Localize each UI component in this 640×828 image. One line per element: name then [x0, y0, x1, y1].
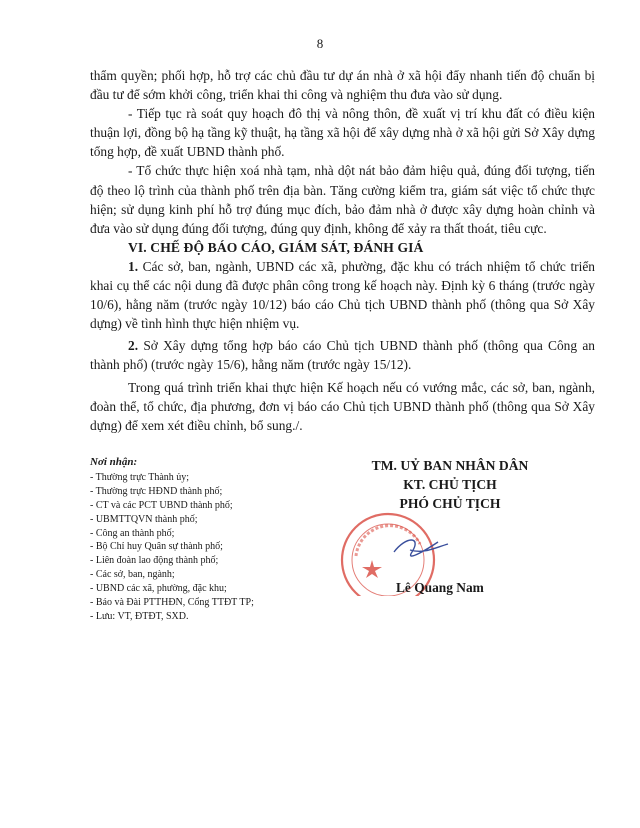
- paragraph-reporting-1-text: Các sở, ban, ngành, UBND các xã, phường, đặc khu có trách nhiệm tổ chức triển khai cụ thể các nội dung đã được phân công trong kế hoạch này. Định kỳ 6 tháng (trước ngày 10/6), hằng năm (trước ngày 10/12) báo cáo Chủ tịch UBND thành phố (thông qua Sở Xây dựng) về tình hình thực hiện nhiệm vụ.: [90, 258, 595, 332]
- signature-authority: TM. UỶ BAN NHÂN DÂN: [371, 458, 529, 473]
- document-body: [90, 66, 595, 435]
- page-number: 8: [316, 36, 324, 51]
- signature-on-behalf: KT. CHỦ TỊCH: [403, 477, 497, 492]
- recipient-item: - Các sở, ban, ngành;: [90, 569, 175, 581]
- item-number-2: 2.: [128, 338, 139, 354]
- recipient-item: - Lưu: VT, ĐTĐT, SXD.: [90, 610, 189, 622]
- paragraph-temporary-housing: - Tổ chức thực hiện xoá nhà tạm, nhà dột nát bảo đảm hiệu quả, đúng đối tượng, tiến độ theo lộ trình của thành phố trên địa bàn. Tăng cường kiểm tra, giám sát việc tổ chức thực hiện; sử dụng kinh phí hỗ trợ đúng mục đích, bảo đảm nhà ở được xây dựng hoàn chỉnh và đưa vào sử dụng đúng đối tượng, đúng quy định, không để xảy ra thất thoát, tiêu cực.: [90, 163, 595, 236]
- recipient-item: - Báo và Đài PTTHĐN, Cổng TTĐT TP;: [90, 597, 254, 609]
- section-heading-reporting: VI. CHẾ ĐỘ BÁO CÁO, GIÁM SÁT, ĐÁNH GIÁ: [128, 239, 424, 255]
- handwritten-signature-icon: [394, 540, 448, 556]
- paragraph-closing: Trong quá trình triển khai thực hiện Kế hoạch nếu có vướng mắc, các sở, ban, ngành, đoàn thể, tổ chức, địa phương, đơn vị báo cáo Chủ tịch UBND thành phố (thông qua Sở Xây dựng) để xem xét điều chỉnh, bổ sung./.: [90, 379, 595, 433]
- paragraph-reporting-1: [90, 257, 595, 333]
- signer-name: Lê Quang Nam: [396, 580, 484, 595]
- paragraph-continuation: thẩm quyền; phối hợp, hỗ trợ các chủ đầu tư dự án nhà ở xã hội đẩy nhanh tiến độ chuẩn bị đầu tư để sớm khởi công, triển khai thi công và nghiệm thu đưa vào sử dụng.: [90, 68, 595, 103]
- recipients-list: [90, 471, 340, 624]
- recipients-label: Nơi nhận:: [90, 456, 138, 468]
- recipient-item: - UBND các xã, phường, đặc khu;: [90, 583, 227, 595]
- recipient-item: - Bộ Chỉ huy Quân sự thành phố;: [90, 541, 223, 553]
- paragraph-reporting-2: [90, 336, 595, 374]
- recipient-item: - CT và các PCT UBND thành phố;: [90, 499, 233, 511]
- recipient-item: - Liên đoàn lao động thành phố;: [90, 555, 219, 567]
- signature-title: PHÓ CHỦ TỊCH: [399, 496, 501, 511]
- recipient-item: - Thường trực Thành ủy;: [90, 471, 190, 483]
- recipients-block: [90, 456, 340, 624]
- recipient-item: - UBMTTQVN thành phố;: [90, 513, 198, 525]
- recipient-item: - Thường trực HĐND thành phố;: [90, 485, 223, 497]
- paragraph-reporting-2-text: Sở Xây dựng tổng hợp báo cáo Chủ tịch UBND thành phố (thông qua Công an thành phố) (trước ngày 15/6), hằng năm (trước ngày 15/12).: [90, 338, 595, 373]
- paragraph-urban-planning: - Tiếp tục rà soát quy hoạch đô thị và nông thôn, đề xuất vị trí khu đất có điều kiện thuận lợi, đồng bộ hạ tầng kỹ thuật, hạ tầng xã hội để xây dựng nhà ở xã hội gửi Sở Xây dựng tổng hợp, đề xuất UBND thành phố.: [90, 106, 595, 160]
- item-number-1: 1.: [128, 258, 139, 274]
- recipient-item: - Công an thành phố;: [90, 527, 175, 539]
